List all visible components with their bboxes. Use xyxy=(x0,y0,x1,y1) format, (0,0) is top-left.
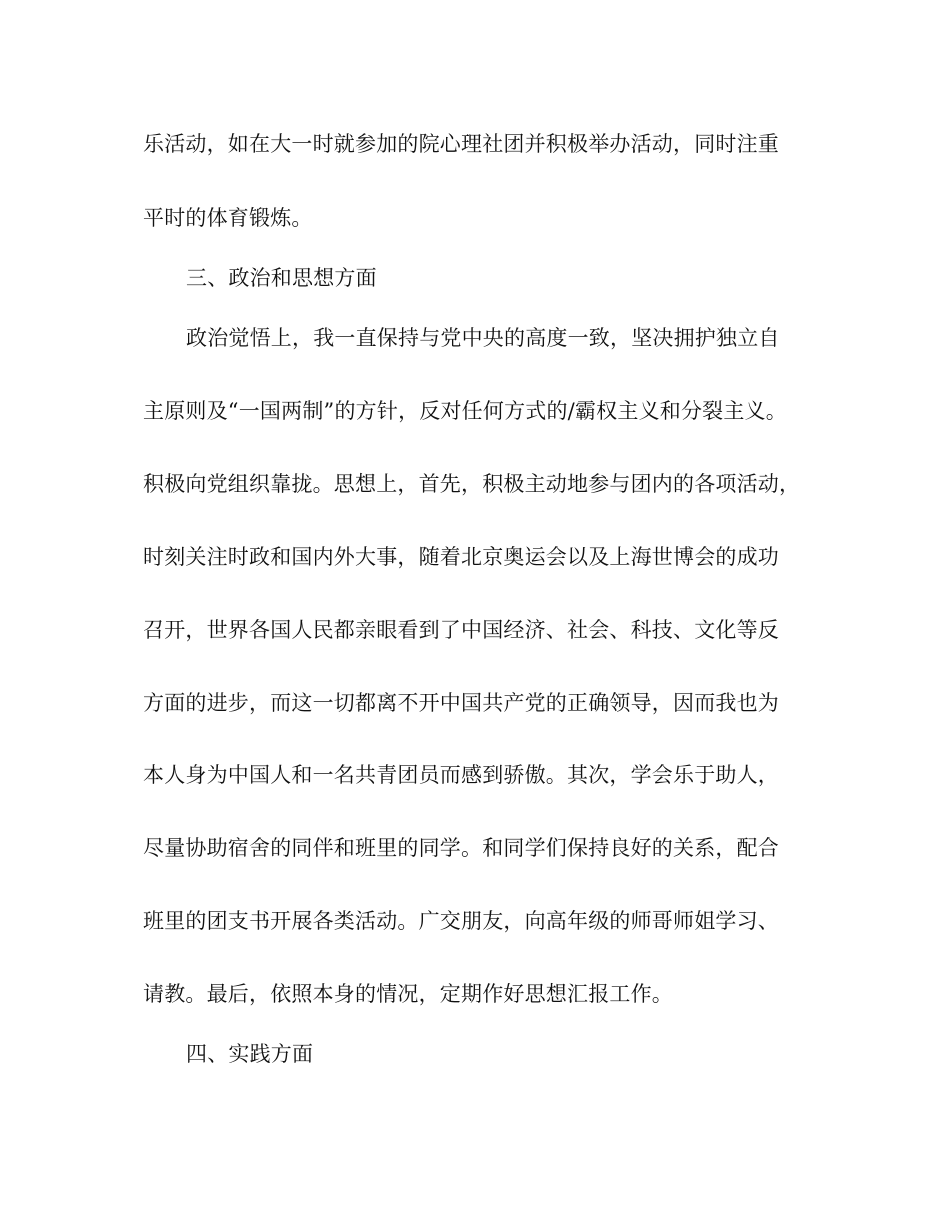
body-text-line: 尽量协助宿舍的同伴和班里的同学。和同学们保持良好的关系，配合 xyxy=(143,836,779,860)
paragraph-first-line: 政治觉悟上，我一直保持与党中央的高度一致，坚决拥护独立自 xyxy=(186,326,780,350)
body-text-line: 请教。最后，依照本身的情况，定期作好思想汇报工作。 xyxy=(143,982,673,1006)
section-heading-practice: 四、实践方面 xyxy=(186,1042,314,1066)
body-text-line: 主原则及“一国两制”的方针，反对任何方式的/霸权主义和分裂主义。 xyxy=(143,399,787,423)
body-text-line: 平时的体育锻炼。 xyxy=(143,206,313,230)
body-text-line: 本人身为中国人和一名共青团员而感到骄傲。其次，学会乐于助人， xyxy=(143,763,779,787)
body-text-line: 积极向党组织靠拢。思想上，首先，积极主动地参与团内的各项活动， xyxy=(143,472,801,496)
body-text-line: 时刻关注时政和国内外大事，随着北京奥运会以及上海世博会的成功 xyxy=(143,545,779,569)
body-text-line: 班里的团支书开展各类活动。广交朋友，向高年级的师哥师姐学习、 xyxy=(143,909,779,933)
section-heading-politics: 三、政治和思想方面 xyxy=(186,266,377,290)
body-text-line: 方面的进步，而这一切都离不开中国共产党的正确领导，因而我也为 xyxy=(143,691,779,715)
body-text-line: 召开，世界各国人民都亲眼看到了中国经济、社会、科技、文化等反 xyxy=(143,618,779,642)
body-text-line: 乐活动，如在大一时就参加的院心理社团并积极举办活动，同时注重 xyxy=(143,132,779,156)
